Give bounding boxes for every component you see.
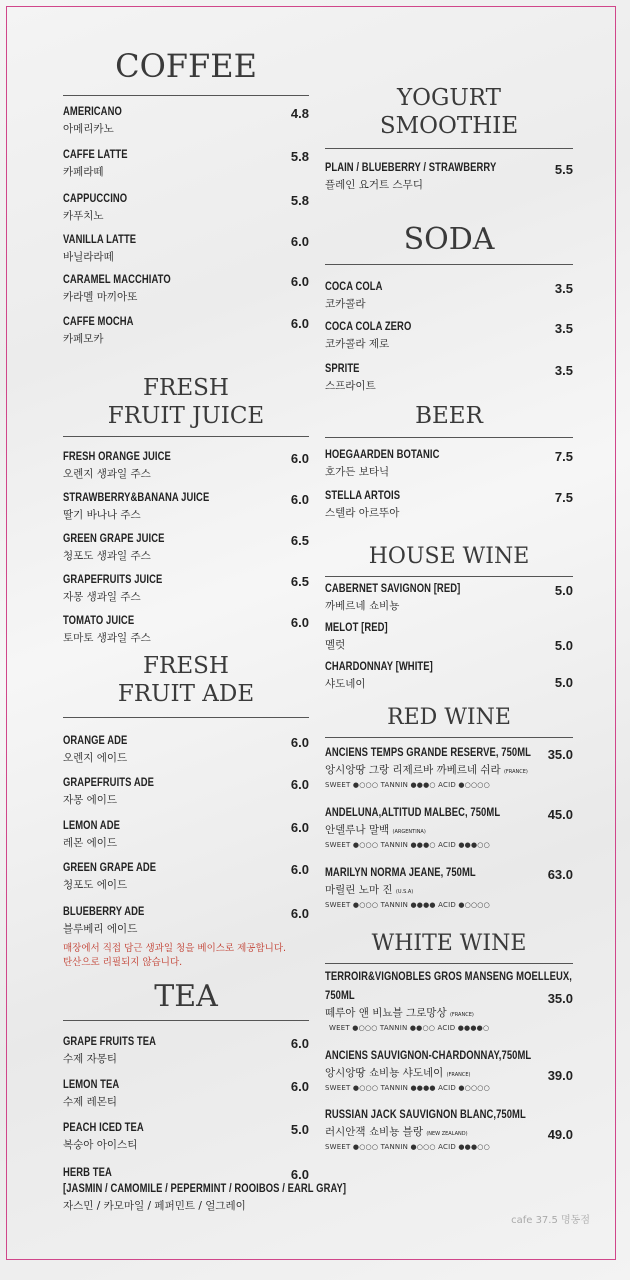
item-origin: (NEW ZEALAND) [426,1131,468,1137]
section-title: TEA [154,979,218,1014]
item-name: SPRITE [325,363,360,375]
item-price: 4.8 [290,106,309,121]
item-korean-name: 카라멜 마끼아또 [63,291,138,303]
item-price: 35.0 [547,991,573,1006]
item-korean-name: 청포도 생과일 주스 [63,550,151,562]
item-korean-name: 토마토 생과일 주스 [63,632,151,644]
item-price: 5.0 [554,583,573,598]
section-divider [63,1020,309,1021]
section-divider [325,437,573,438]
item-korean-name: 호가든 보타닉 [325,466,390,478]
menu-item-sprite [325,363,573,393]
menu-item-caramel-macchiato [63,274,309,304]
item-korean-name: 카페라떼 [63,166,104,178]
korean-text: 앙시앙땅 그랑 리제르바 까베르네 쉬라 [325,764,501,776]
item-price: 6.0 [290,1036,309,1051]
taste-profile: WEET ●○○○ TANNIN ●●○○ ACID ●●●●○ [329,1024,490,1032]
item-korean-name: 플레인 요거트 스무디 [325,179,423,191]
section-title-line1: FRESH [143,653,229,679]
section-divider [325,963,573,964]
item-price: 39.0 [547,1068,573,1083]
menu-item-yogurt-smoothie [325,162,573,192]
menu-item-coca-cola-zero [325,321,573,351]
menu-item-cabernet-savignon [325,583,573,613]
item-price: 6.0 [290,735,309,750]
item-korean-name: 멜럿 [325,639,346,651]
item-korean-name [325,882,573,897]
item-price: 3.5 [554,363,573,378]
item-name: STELLA ARTOIS [325,490,401,502]
item-name: RUSSIAN JACK SAUVIGNON BLANC,750ML [325,1109,526,1121]
section-title-line2: SMOOTHIE [379,113,519,139]
menu-item-stella-artois [325,490,573,520]
section-title-line1: YOGURT [396,85,502,111]
item-korean-name: 카푸치노 [63,210,104,222]
menu-item-melot [325,622,573,652]
section-title: WHITE WINE [371,931,527,956]
item-price: 7.5 [554,490,573,505]
item-korean-name: 수제 레몬티 [63,1096,118,1108]
item-price: 6.0 [290,316,309,331]
taste-profile: SWEET ●○○○ TANNIN ●○○○ ACID ●●●○○ [325,1143,490,1151]
menu-item-herb-tea [63,1167,347,1213]
item-name: VANILLA LATTE [63,234,137,246]
section-title-line1: FRESH [143,375,229,401]
item-name: LEMON TEA [63,1079,120,1091]
item-price: 6.0 [290,234,309,249]
item-name: STRAWBERRY&BANANA JUICE [63,492,210,504]
korean-text: 러시안잭 쇼비뇽 블랑 [325,1126,423,1138]
ade-note-line2: 탄산으로 리필되지 않습니다. [63,957,183,968]
item-price: 6.5 [290,574,309,589]
section-title-line2: FRUIT ADE [117,681,255,707]
menu-item-orange-ade [63,735,309,765]
section-divider [63,717,309,718]
menu-item-grape-fruits-tea [63,1036,309,1066]
item-name: CHARDONNAY [WHITE] [325,661,433,673]
item-price: 5.0 [554,675,573,690]
item-korean-name [325,822,573,837]
menu-item-blueberry-ade [63,906,309,936]
menu-item-vanilla-latte [63,234,309,264]
soda-section [325,222,573,265]
korean-text: 떼루아 앤 비뇨블 그로망상 [325,1007,447,1019]
item-korean-name: 아메리카노 [63,123,114,135]
item-origin: (FRANCE) [503,769,528,775]
item-name: CARAMEL MACCHIATO [63,274,171,286]
item-price: 5.5 [554,162,573,177]
store-name-footer: cafe 37.5 명동점 [511,1215,590,1226]
item-name: PEACH ICED TEA [63,1122,144,1134]
item-name: CAFFE LATTE [63,149,128,161]
item-origin: (FRANCE) [449,1012,474,1018]
item-price: 6.0 [290,492,309,507]
item-korean-name: 수제 자몽티 [63,1053,118,1065]
menu-item-anciens-sauvignon [325,1050,573,1092]
item-korean-name: 자몽 생과일 주스 [63,591,141,603]
korean-text: 마릴린 노마 진 [325,884,393,896]
item-korean-name [325,1124,573,1139]
item-name: GRAPEFRUITS JUICE [63,574,163,586]
item-name: ORANGE ADE [63,735,128,747]
menu-item-peach-iced-tea [63,1122,309,1152]
item-origin: (FRANCE) [446,1072,471,1078]
item-name: MELOT [RED] [325,622,388,634]
item-price: 6.0 [290,777,309,792]
item-korean-name: 오렌지 에이드 [63,752,128,764]
yogurt-section [325,87,573,149]
item-name: ANCIENS TEMPS GRANDE RESERVE, 750ML [325,747,532,759]
item-price: 6.0 [290,906,309,921]
menu-item-green-grape-juice [63,533,309,563]
menu-item-anciens-temps [325,747,573,789]
item-korean-name: 스텔라 아르뚜아 [325,507,400,519]
item-price: 6.0 [290,820,309,835]
item-price: 6.0 [290,1167,309,1182]
section-title: RED WINE [387,705,511,730]
item-name: COCA COLA [325,281,383,293]
item-name: AMERICANO [63,106,122,118]
section-divider [63,436,309,437]
section-title-line2: FRUIT JUICE [107,403,265,429]
menu-item-lemon-ade [63,820,309,850]
menu-item-americano [63,106,309,136]
ade-section [63,655,309,718]
item-korean-name: 카페모카 [63,333,104,345]
item-price: 6.5 [290,533,309,548]
menu-item-russian-jack [325,1109,573,1151]
item-korean-name: 복숭아 아이스티 [63,1139,138,1151]
section-title: COFFEE [115,47,257,85]
item-price: 7.5 [554,449,573,464]
ade-note-line1: 매장에서 직접 담근 생과일 청을 베이스로 제공합니다. [63,943,287,954]
menu-item-grapefruits-juice [63,574,309,604]
item-korean-name [325,1005,573,1020]
item-name: CABERNET SAVIGNON [RED] [325,583,461,595]
item-name: HERB TEA [63,1167,112,1179]
item-name: LEMON ADE [63,820,120,832]
item-name: MARILYN NORMA JEANE, 750ML [325,867,476,879]
item-korean-name [325,762,573,777]
item-name: TERROIR&VIGNOBLES GROS MANSENG MOELLEUX, [325,971,572,983]
menu-item-tomato-juice [63,615,309,645]
menu-item-orange-juice [63,451,309,481]
item-korean-name [325,1065,573,1080]
item-price: 6.0 [290,451,309,466]
item-korean-name: 바닐라라떼 [63,251,114,263]
section-divider [325,148,573,149]
menu-item-strawberry-banana-juice [63,492,309,522]
item-name: CAFFE MOCHA [63,316,134,328]
menu-item-cappuccino [63,193,309,223]
item-price: 63.0 [547,867,573,882]
item-price: 6.0 [290,274,309,289]
item-korean-name: 코카콜라 [325,298,366,310]
item-korean-name: 레몬 에이드 [63,837,118,849]
item-price: 49.0 [547,1127,573,1142]
menu-item-terroir-vignobles [325,971,573,1032]
item-name: GRAPEFRUITS ADE [63,777,155,789]
item-origin: (ARGENTINA) [392,829,426,835]
item-price: 35.0 [547,747,573,762]
menu-item-lemon-tea [63,1079,309,1109]
item-price: 5.8 [290,193,309,208]
section-title: HOUSE WINE [368,544,530,569]
item-korean-name: 청포도 에이드 [63,879,128,891]
menu-item-andeluna-malbec [325,807,573,849]
item-name: HOEGAARDEN BOTANIC [325,449,440,461]
item-korean-name: 자몽 에이드 [63,794,118,806]
item-price: 5.0 [554,638,573,653]
tea-section [63,979,309,1021]
section-divider [325,737,573,738]
menu-item-marilyn-norma-jeane [325,867,573,909]
white-wine-section [325,933,573,964]
herb-tea-options: [JASMIN / CAMOMILE / PEPERMINT / ROOIBOS / EARL GRAY] [63,1183,347,1195]
section-divider [325,576,573,577]
item-korean-name: 스프라이트 [325,380,376,392]
menu-item-green-grape-ade [63,862,309,892]
korean-text: 안델루나 말백 [325,824,390,836]
item-price: 6.0 [290,615,309,630]
beer-section [325,405,573,438]
menu-item-caffe-mocha [63,316,309,346]
juice-section [63,377,309,437]
item-name-line2: 750ML [325,990,355,1002]
item-korean-name: 딸기 바나나 주스 [63,509,141,521]
item-name: PLAIN / BLUEBERRY / STRAWBERRY [325,162,497,174]
menu-item-hoegaarden [325,449,573,479]
item-price: 5.0 [290,1122,309,1137]
item-origin: (U.S.A) [395,889,414,895]
section-title: BEER [415,403,483,429]
item-name: CAPPUCCINO [63,193,128,205]
item-price: 5.8 [290,149,309,164]
item-name: COCA COLA ZERO [325,321,412,333]
house-wine-section [325,546,573,577]
item-korean-name: 까베르네 쇼비뇽 [325,600,400,612]
item-korean-name: 오렌지 생과일 주스 [63,468,151,480]
item-korean-name: 코카콜라 제로 [325,338,390,350]
item-name: BLUEBERRY ADE [63,906,145,918]
section-divider [63,95,309,96]
item-name: GRAPE FRUITS TEA [63,1036,157,1048]
taste-profile: SWEET ●○○○ TANNIN ●●●○ ACID ●●●○○ [325,841,490,849]
menu-item-coca-cola [325,281,573,311]
item-name: GREEN GRAPE ADE [63,862,157,874]
item-korean-name: 샤도네이 [325,678,366,690]
korean-text: 앙시앙땅 쇼비뇽 샤도네이 [325,1067,444,1079]
item-price: 3.5 [554,321,573,336]
item-price: 6.0 [290,862,309,877]
coffee-section [63,47,309,96]
item-price: 6.0 [290,1079,309,1094]
red-wine-section [325,707,573,738]
menu-item-chardonnay [325,661,573,691]
section-title: SODA [403,222,495,257]
taste-profile: SWEET ●○○○ TANNIN ●●●● ACID ●○○○○ [325,1084,490,1092]
item-price: 3.5 [554,281,573,296]
item-korean-name: 자스민 / 카모마일 / 페퍼민트 / 얼그레이 [63,1200,246,1212]
item-korean-name: 블루베리 에이드 [63,923,138,935]
section-divider [325,264,573,265]
menu-item-caffe-latte [63,149,309,179]
taste-profile: SWEET ●○○○ TANNIN ●●●○ ACID ●○○○○ [325,781,490,789]
item-name: GREEN GRAPE JUICE [63,533,165,545]
item-name: TOMATO JUICE [63,615,135,627]
menu-item-grapefruits-ade [63,777,309,807]
item-name: ANCIENS SAUVIGNON-CHARDONNAY,750ML [325,1050,532,1062]
item-price: 45.0 [547,807,573,822]
item-name: FRESH ORANGE JUICE [63,451,171,463]
item-name: ANDELUNA,ALTITUD MALBEC, 750ML [325,807,501,819]
taste-profile: SWEET ●○○○ TANNIN ●●●● ACID ●○○○○ [325,901,490,909]
